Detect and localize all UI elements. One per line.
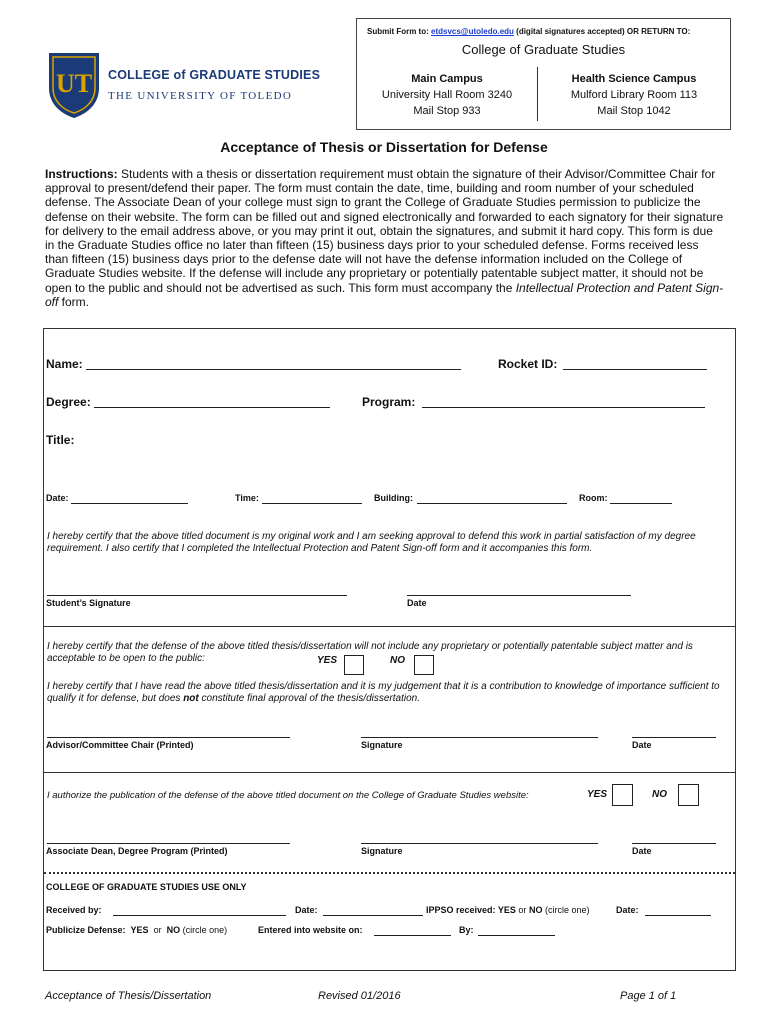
by-label: By: [459,925,474,935]
publish-no-checkbox[interactable] [678,784,699,806]
defense-time-field[interactable] [262,503,362,504]
defense-date-field[interactable] [71,503,188,504]
instructions-paragraph: Instructions: Students with a thesis or dissertation requirement must obtain the signature of their Advisor/Committee Chair for approval to present/defend their paper. The form must contain the date, time, building and room number of your scheduled defense. The Associate Dean of your college must sign to grant the College of Graduate Studies permission to publicize the defense on their website. The form can be filled out and signed electronically and forwarded to each signatory for their signature for delivery to the email address above, or you may print it out, obtain the signatures, and submit it hard copy. This form is due in the Graduate Studies office no later than fifteen (15) business days prior to your scheduled defense. Forms received less than fifteen (15) business days prior to the defense date will not have the defense information included on the College of Graduate Studies website. If the defense will include any proprietary or potentially patentable subject matter, it should not be open to the public and should not be advertised as such. This form must accompany the Intellectual Protection and Patent Sign-off form. [45,167,724,309]
student-signature-label: Student’s Signature [46,598,131,608]
advisor-signature-line[interactable] [361,737,598,738]
received-date-label: Date: [295,905,318,915]
publish-yes-label: YES [587,789,608,800]
dean-printed-line[interactable] [47,843,290,844]
office-use-divider [44,872,735,874]
advisor-certification-2: I hereby certify that I have read the above titled thesis/dissertation and it is my judgement that it is a contribution to knowledge of importance sufficient to qualify it for defense, but does not constitute final approval of the thesis/dissertation. [47,681,720,704]
advisor-date-label: Date [632,740,652,750]
logo-subtitle: THE UNIVERSITY OF TOLEDO [108,90,293,102]
time-label: Time: [235,493,259,503]
building-field[interactable] [417,503,567,504]
logo-letters: UT [55,69,93,98]
publicize-defense: Publicize Defense: YES or NO (circle one) [46,925,228,935]
advisor-signature-label: Signature [361,740,403,750]
submit-instructions: Submit Form to: etdsvcs@utoledo.edu (digital signatures accepted) OR RETURN TO: [367,27,691,36]
advisor-certification-1: I hereby certify that the defense of the above titled thesis/dissertation will not include any proprietary or potentially patentable subject matter and is acceptable to be open to the public: [47,641,693,664]
dean-date-line[interactable] [632,843,716,844]
degree-field[interactable] [94,407,330,408]
student-date-label: Date [407,598,427,608]
shield-logo-icon [46,50,102,120]
submission-info-box [356,18,731,130]
rocket-id-label: Rocket ID: [498,357,558,371]
received-by-label: Received by: [46,905,102,915]
building-label: Building: [374,493,413,503]
public-no-checkbox[interactable] [414,655,434,675]
dean-signature-line[interactable] [361,843,598,844]
ippso-received: IPPSO received: YES or NO (circle one) [426,905,590,915]
form-box [43,328,736,971]
page-title: Acceptance of Thesis or Dissertation for Defense [220,139,548,155]
received-date-field[interactable] [323,915,423,916]
room-field[interactable] [610,503,672,504]
section-divider [44,626,735,627]
degree-label: Degree: [46,395,91,409]
title-label: Title: [46,433,75,447]
date-label: Date: [46,493,69,503]
student-date-line[interactable] [407,595,631,596]
dean-printed-label: Associate Dean, Degree Program (Printed) [46,846,228,856]
advisor-printed-line[interactable] [47,737,290,738]
name-field[interactable] [86,369,461,370]
dean-signature-label: Signature [361,846,403,856]
advisor-date-line[interactable] [632,737,716,738]
footer-form-name: Acceptance of Thesis/Dissertation [45,990,212,1002]
section-divider [44,772,735,773]
student-signature-line[interactable] [47,595,347,596]
room-label: Room: [579,493,608,503]
entered-website-field[interactable] [374,935,451,936]
program-field[interactable] [422,407,705,408]
received-by-field[interactable] [113,915,286,916]
by-field[interactable] [478,935,555,936]
ippso-date-label: Date: [616,905,639,915]
name-label: Name: [46,357,83,371]
public-yes-checkbox[interactable] [344,655,364,675]
ippso-date-field[interactable] [645,915,711,916]
rocket-id-field[interactable] [563,369,707,370]
program-label: Program: [362,395,416,409]
logo-title: COLLEGE of GRADUATE STUDIES [108,68,321,82]
campus-divider [537,67,538,121]
footer-revision: Revised 01/2016 [318,990,401,1002]
advisor-printed-label: Advisor/Committee Chair (Printed) [46,740,194,750]
submit-email-link[interactable]: etdsvcs@utoledo.edu [431,27,514,36]
health-campus-block: Health Science Campus Mulford Library Room 113 Mail Stop 1042 [570,73,698,117]
main-campus-block: Main Campus University Hall Room 3240 Mail Stop 933 [381,73,513,117]
public-yes-label: YES [317,655,338,666]
dean-date-label: Date [632,846,652,856]
publish-yes-checkbox[interactable] [612,784,633,806]
publication-authorization: I authorize the publication of the defense of the above titled document on the College of Graduate Studies website: [47,790,529,801]
publish-no-label: NO [652,789,667,800]
footer-page-number: Page 1 of 1 [620,990,677,1002]
student-certification: I hereby certify that the above titled document is my original work and I am seeking approval to defend this work in partial satisfaction of my degree requirement. I also certify that I completed the Intellectual Protection and Patent Sign-off form and it accompanies this form. [47,531,696,554]
office-use-title: COLLEGE OF GRADUATE STUDIES USE ONLY [46,882,247,892]
public-no-label: NO [390,655,405,666]
entered-website-label: Entered into website on: [258,925,363,935]
university-logo [46,50,321,122]
college-name: College of Graduate Studies [461,42,626,57]
